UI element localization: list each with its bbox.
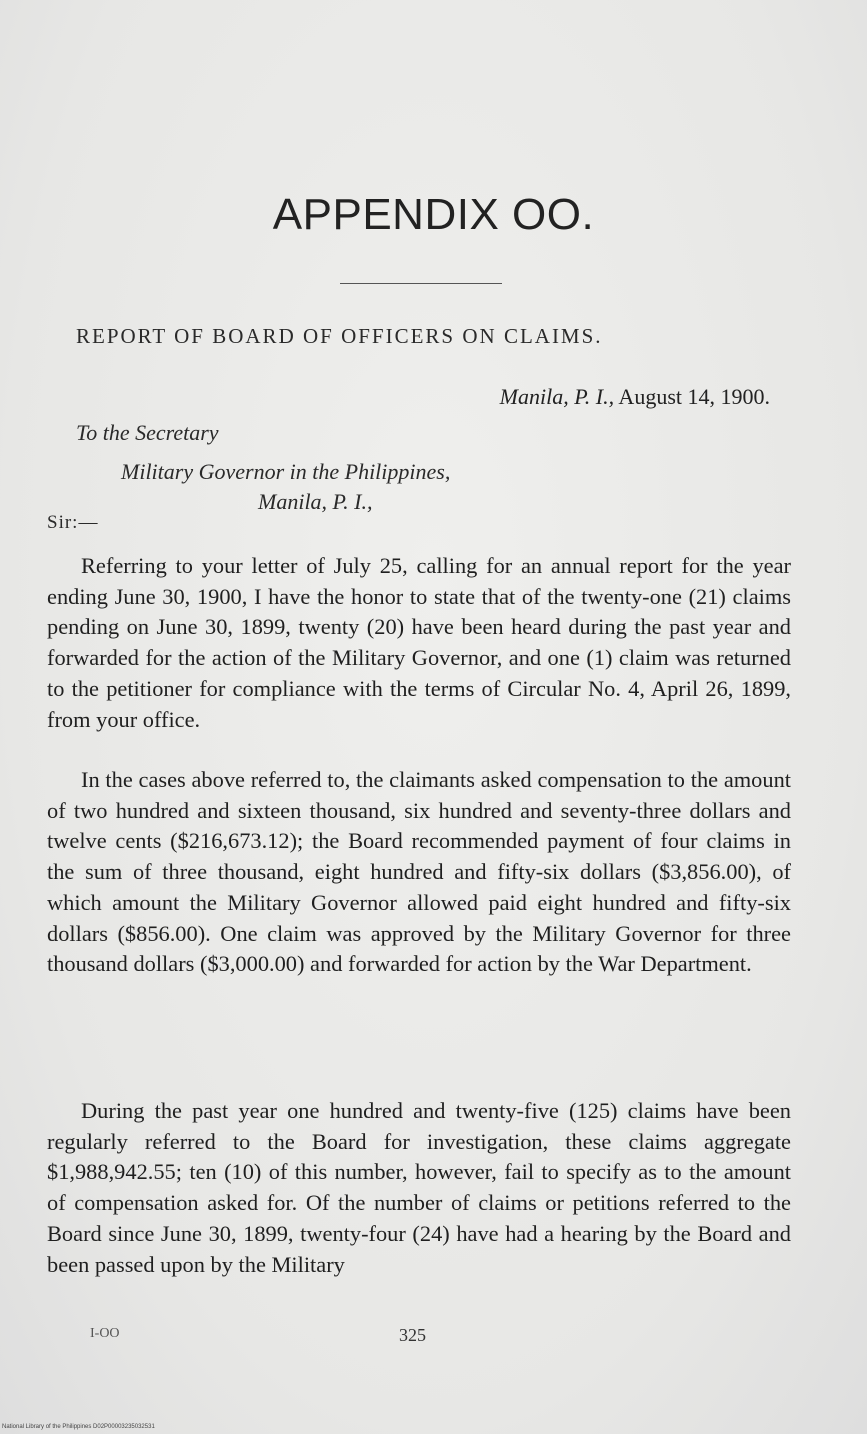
salutation: Sir:— [47,512,99,533]
address-line-1: To the Secretary [76,420,219,445]
title-rule [340,283,502,284]
paragraph-2: In the cases above referred to, the claimants asked compensation to the amount of two hundred and sixteen thousand, six hundred and seventy-three dollars and twelve cents ($216,673.12); the Board recommended payment of four claims in the sum of three thousand, eight hundred and fifty-six dollars ($3,856.00), of which amount the Military Governor allowed paid eight hundred and fifty-six dollars ($856.00). One claim was approved by the Military Governor for three thousand dollars ($3,000.00) and forwarded for action by the War Department. [47,767,791,977]
scan-credit: National Library of the Philippines D02P00003235032531 [2,1424,155,1430]
address-line-2: Military Governor in the Philippines, [121,459,451,484]
report-subtitle: REPORT OF BOARD OF OFFICERS ON CLAIMS. [76,324,603,348]
paragraph-3: During the past year one hundred and twenty-five (125) claims have been regularly referred to the Board for investigation, these claims aggregate $1,988,942.55; ten (10) of this number, however, fail to specify as to the amount of compensation asked for. Of the number of claims or petitions referred to the Board since June 30, 1899, twenty-four (24) have had a hearing by the Board and been passed upon by the Military [47,1098,791,1277]
signature-mark: I-OO [90,1326,120,1341]
dateline-place: Manila, P. I., [499,384,615,409]
page-number: 325 [399,1325,426,1345]
dateline-date: August 14, 1900. [614,384,770,409]
dateline [500,384,770,410]
paragraph-1: Referring to your letter of July 25, calling for an annual report for the year ending June 30, 1900, I have the honor to state that of the twenty-one (21) claims pending on June 30, 1899, twenty (20) have been heard during the past year and forwarded for the action of the Military Governor, and one (1) claim was returned to the petitioner for compliance with the terms of Circular No. 4, April 26, 1899, from your office. [47,553,791,732]
appendix-title: APPENDIX OO. [272,190,595,239]
address-line-3: Manila, P. I., [258,489,373,514]
